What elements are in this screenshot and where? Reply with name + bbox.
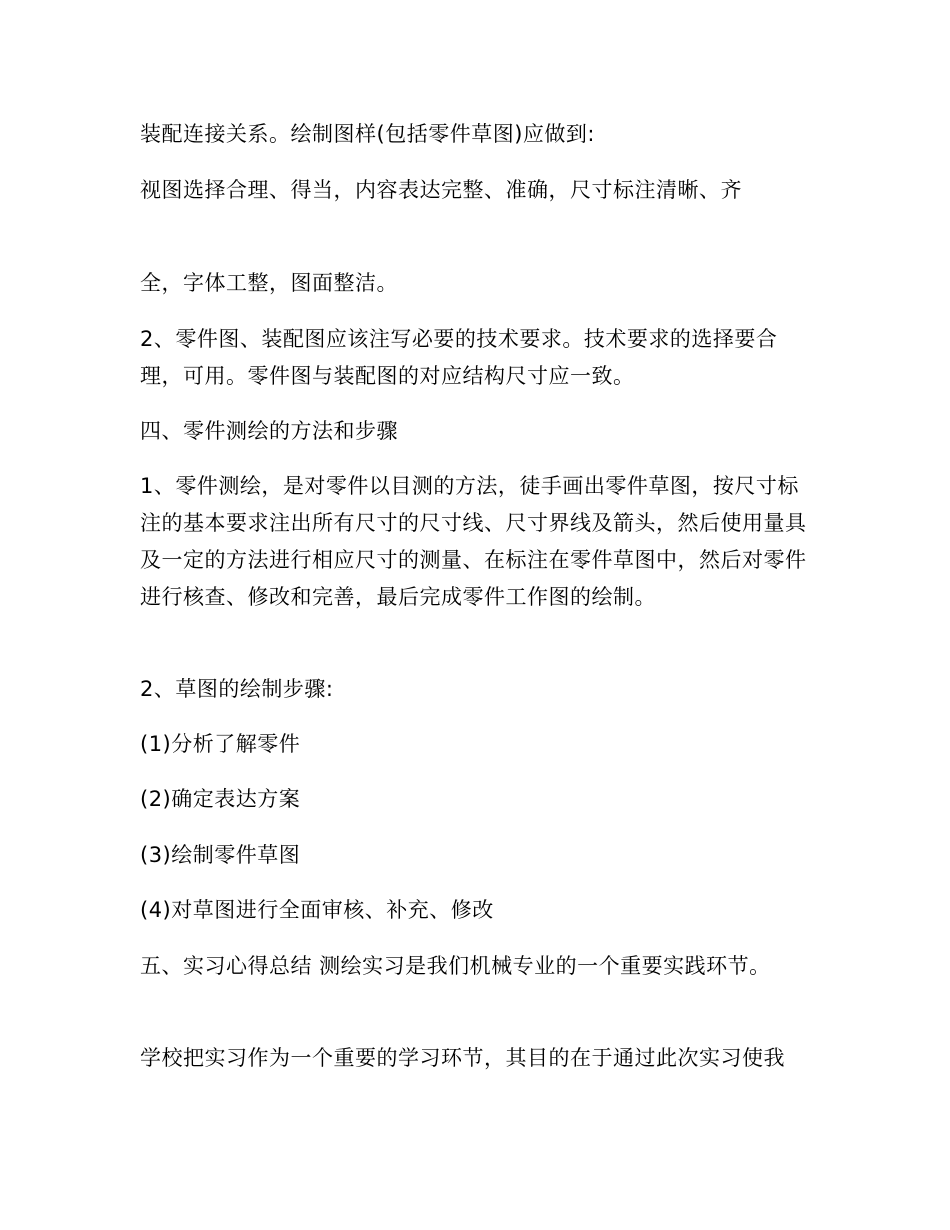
section-heading-5: 五、实习心得总结 测绘实习是我们机械专业的一个重要实践环节。	[140, 954, 771, 978]
step-2: (2)确定表达方案	[140, 787, 301, 811]
step-4: (4)对草图进行全面审核、补充、修改	[140, 898, 494, 922]
paragraph-7: 学校把实习作为一个重要的学习环节，其目的在于通过此次实习使我	[140, 1046, 785, 1070]
paragraph-3: 全，字体工整，图面整洁。	[140, 271, 398, 295]
paragraph-1: 装配连接关系。绘制图样(包括零件草图)应做到:	[140, 122, 595, 146]
step-3: (3)绘制零件草图	[140, 843, 301, 867]
paragraph-6: 2、草图的绘制步骤:	[140, 677, 334, 701]
paragraph-4: 2、零件图、装配图应该注写必要的技术要求。技术要求的选择要合理，可用。零件图与装配图的对应结构尺寸应一致。	[140, 327, 778, 388]
section-heading-4: 四、零件测绘的方法和步骤	[140, 419, 398, 443]
paragraph-5: 1、零件测绘，是对零件以目测的方法，徒手画出零件草图，按尺寸标注的基本要求注出所有尺寸的尺寸线、尺寸界线及箭头，然后使用量具及一定的方法进行相应尺寸的测量、在标注在零件草图中，然后对零件进行核查、修改和完善，最后完成零件工作图的绘制。	[140, 474, 807, 609]
paragraph-2: 视图选择合理、得当，内容表达完整、准确，尺寸标注清晰、齐	[140, 178, 742, 202]
step-1: (1)分析了解零件	[140, 732, 301, 756]
